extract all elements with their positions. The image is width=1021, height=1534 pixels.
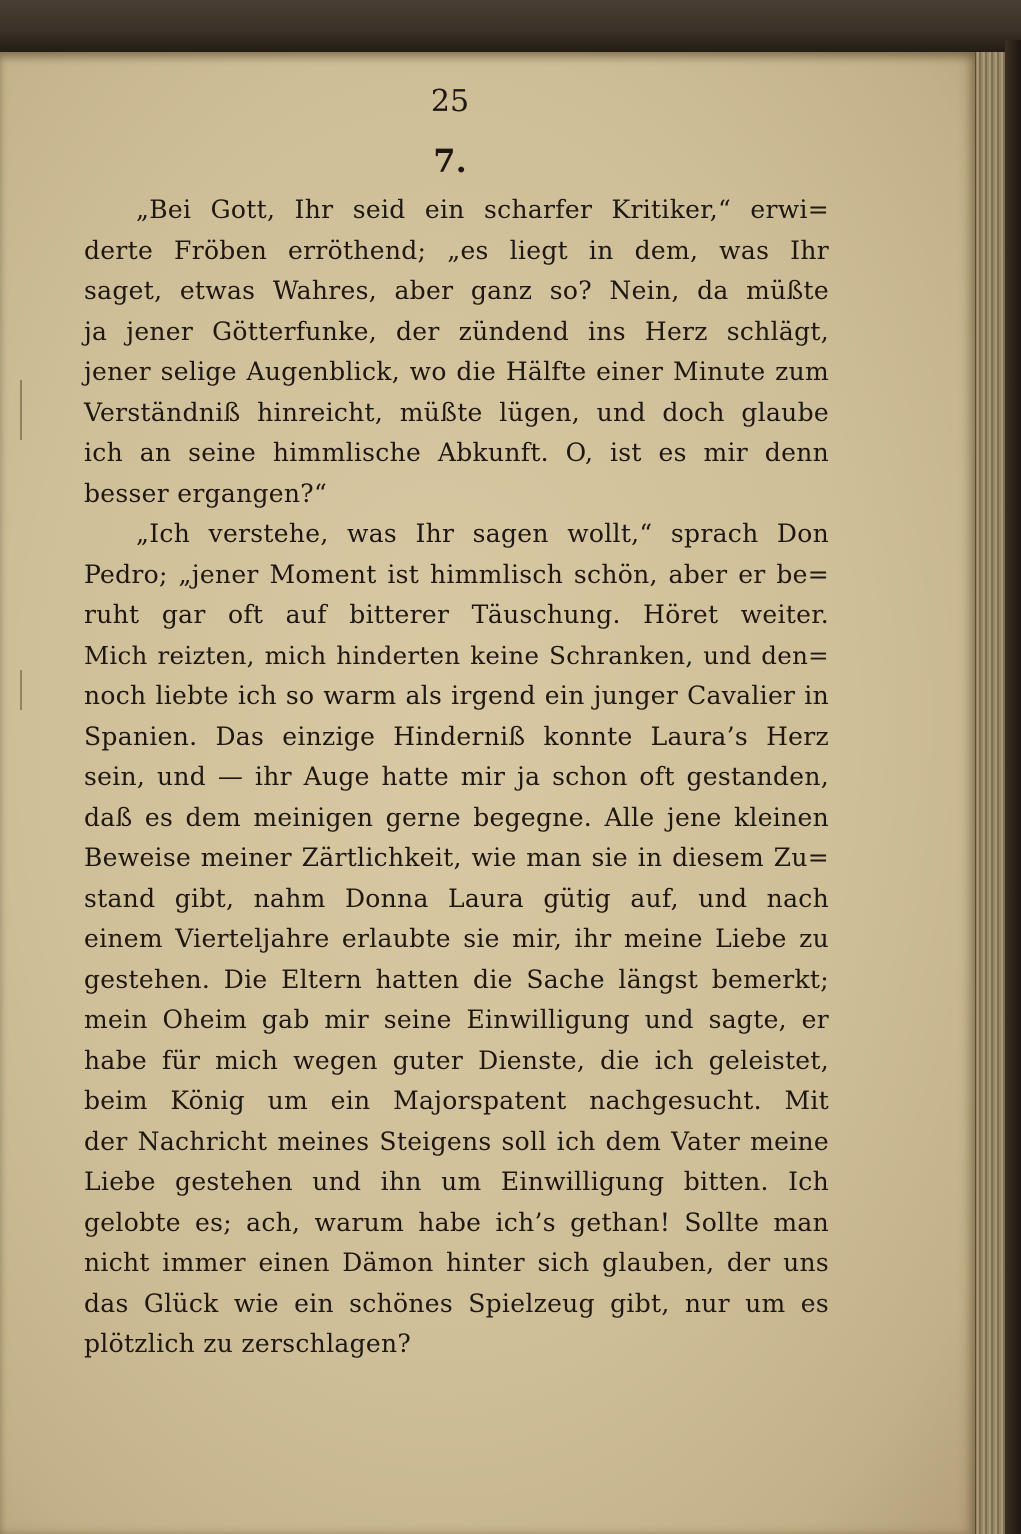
- text-line: besser ergangen?“: [84, 478, 328, 508]
- text-line: daß es dem meinigen gerne begegne. Alle jene kleinen: [84, 802, 829, 832]
- body-text: [84, 190, 829, 1365]
- text-line: habe für mich wegen guter Dienste, die ich geleistet,: [84, 1045, 829, 1075]
- text-line: stand gibt, nahm Donna Laura gütig auf, und nach: [84, 883, 829, 913]
- book-top-edge: [0, 0, 1021, 58]
- text-line: beim König um ein Majorspatent nachgesucht. Mit: [84, 1086, 829, 1115]
- text-line: sein, und — ihr Auge hatte mir ja schon oft gestanden,: [84, 762, 829, 791]
- text-line: Beweise meiner Zärtlichkeit, wie man sie in diesem Zu=: [84, 843, 829, 872]
- text-line: einem Vierteljahre erlaubte sie mir, ihr meine Liebe zu: [84, 924, 829, 953]
- chapter-number: 7.: [433, 142, 467, 180]
- text-line: noch liebte ich so warm als irgend ein junger Cavalier in: [84, 681, 829, 710]
- text-line: Liebe gestehen und ihn um Einwilligung bitten. Ich: [84, 1167, 829, 1196]
- text-line: derte Fröben erröthend; „es liegt in dem, was Ihr: [84, 235, 829, 265]
- text-line: Pedro; „jener Moment ist himmlisch schön, aber er be=: [84, 559, 829, 589]
- text-line: Mich reizten, mich hinderten keine Schranken, und den=: [84, 640, 829, 670]
- text-line: ja jener Götterfunke, der zündend ins Herz schlägt,: [84, 316, 829, 346]
- text-line: „Ich verstehe, was Ihr sagen wollt,“ sprach Don: [136, 519, 829, 548]
- page-fore-edges: [975, 52, 1006, 1534]
- text-line: ich an seine himmlische Abkunft. O, ist es mir denn: [84, 438, 829, 467]
- text-line: gelobte es; ach, warum habe ich’s gethan! Sollte man: [84, 1207, 829, 1237]
- text-line: das Glück wie ein schönes Spielzeug gibt, nur um es: [84, 1288, 829, 1318]
- page-number: 25: [430, 84, 470, 119]
- book-cover-edge: [1005, 40, 1021, 1534]
- text-line: ruht gar oft auf bitterer Täuschung. Höret weiter.: [84, 600, 829, 629]
- text-line: jener selige Augenblick, wo die Hälfte einer Minute zum: [84, 357, 829, 386]
- text-line: der Nachricht meines Steigens soll ich dem Vater meine: [84, 1126, 829, 1156]
- text-line: gestehen. Die Eltern hatten die Sache längst bemerkt;: [84, 964, 829, 994]
- text-line: Spanien. Das einzige Hinderniß konnte Laura’s Herz: [84, 721, 829, 751]
- text-line: mein Oheim gab mir seine Einwilligung und sagte, er: [84, 1005, 829, 1034]
- text-line: nicht immer einen Dämon hinter sich glauben, der uns: [84, 1248, 829, 1277]
- text-line: „Bei Gott, Ihr seid ein scharfer Kritiker,“ erwi=: [136, 195, 829, 224]
- text-line: plötzlich zu zerschlagen?: [84, 1329, 412, 1358]
- text-line: Verständniß hinreicht, müßte lügen, und doch glaube: [84, 397, 829, 427]
- text-line: saget, etwas Wahres, aber ganz so? Nein, da müßte: [84, 276, 829, 305]
- margin-mark: [20, 670, 22, 710]
- margin-mark: [20, 380, 22, 440]
